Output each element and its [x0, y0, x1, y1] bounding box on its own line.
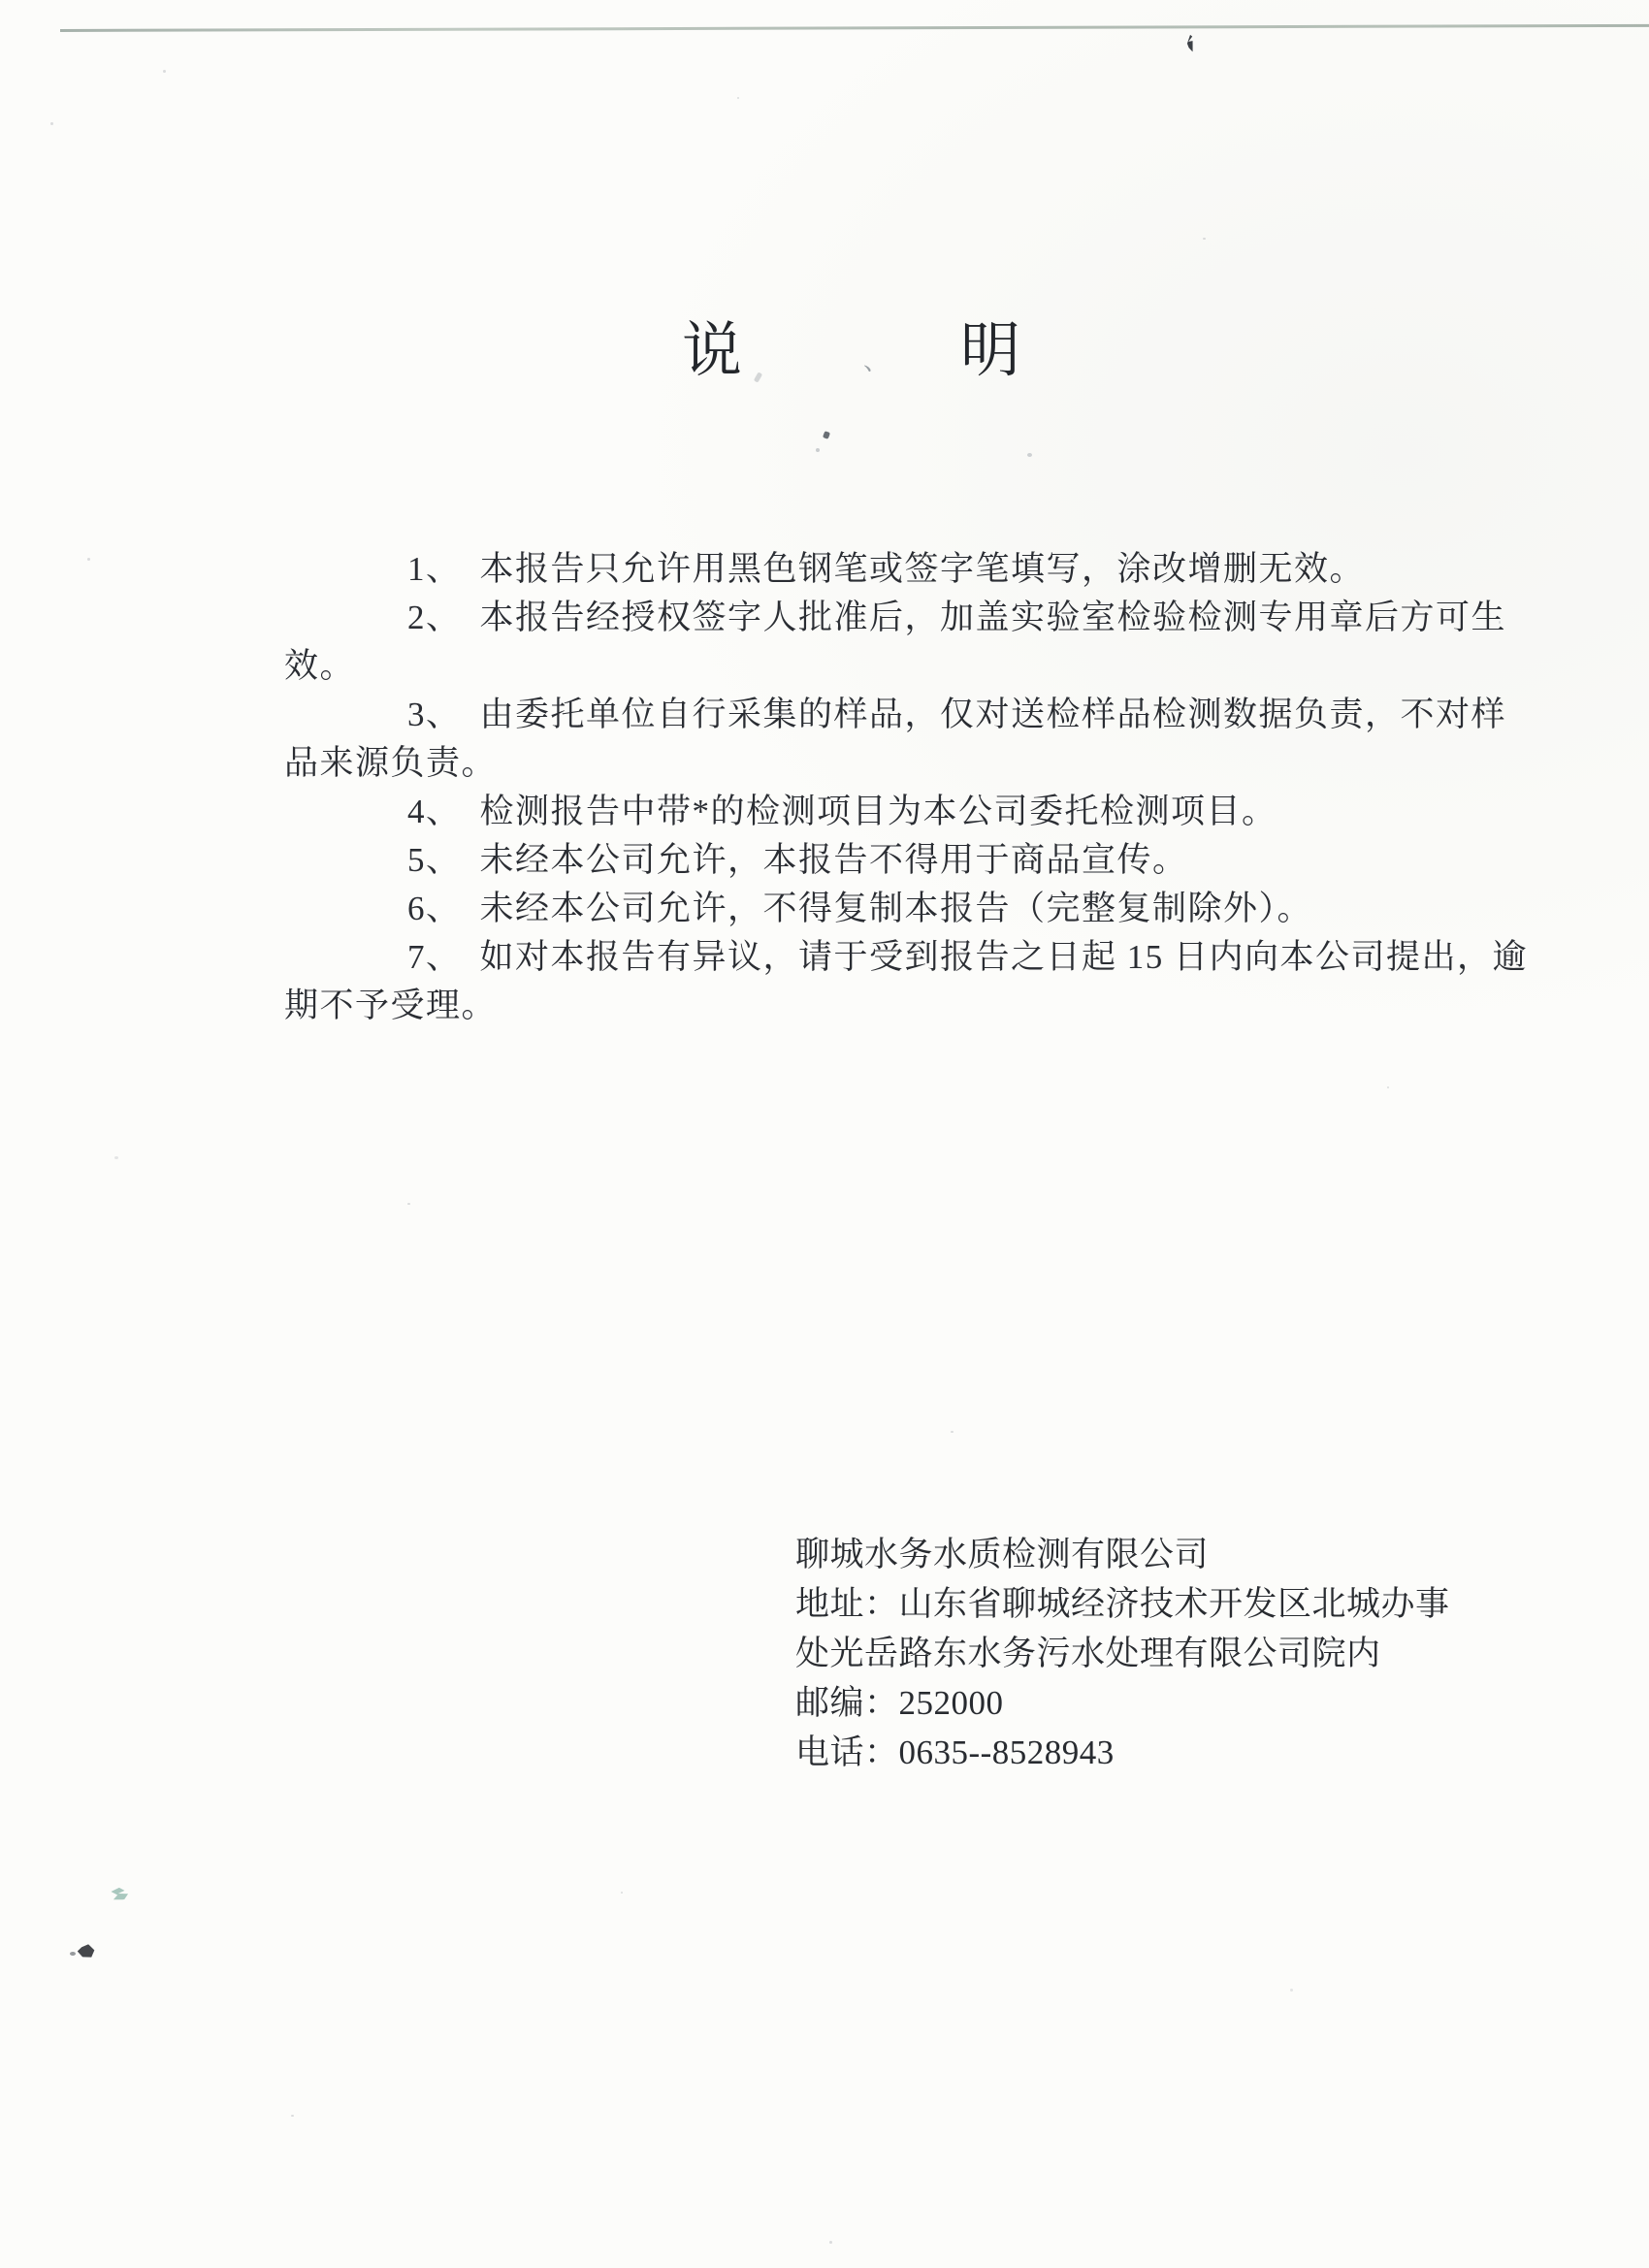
scan-dark-blob-tail	[70, 1952, 76, 1956]
scan-speck	[87, 558, 90, 561]
scan-speck	[823, 431, 830, 439]
scan-mark-top-right	[1184, 34, 1196, 51]
scan-speck	[1290, 1989, 1293, 1992]
scan-speck	[737, 97, 739, 99]
scan-speck	[951, 1431, 954, 1433]
scan-speck	[1027, 453, 1032, 457]
company-address-line-1: 地址：山东省聊城经济技术开发区北城办事	[795, 1585, 1450, 1623]
scan-speck	[621, 1892, 623, 1894]
note-7-line-2: 期不予受理。	[284, 987, 498, 1024]
scan-speck	[1203, 238, 1206, 240]
company-info-block	[795, 1530, 1450, 1777]
scan-speck	[816, 448, 820, 452]
note-3-line-2: 品来源负责。	[284, 744, 498, 782]
note-3-line-1: 3、 由委托单位自行采集的样品，仅对送检样品检测数据负责，不对样	[407, 696, 1507, 733]
note-1: 1、 本报告只允许用黑色钢笔或签字笔填写，涂改增删无效。	[407, 550, 1366, 588]
scan-speck	[1387, 1086, 1389, 1088]
note-2-line-2: 效。	[284, 647, 356, 685]
note-2-line-1: 2、 本报告经授权签字人批准后，加盖实验室检验检测专用章后方可生	[407, 599, 1507, 636]
company-address-line-2: 处光岳路东水务污水处理有限公司院内	[795, 1635, 1381, 1672]
note-5: 5、 未经本公司允许，本报告不得用于商品宣传。	[407, 841, 1188, 879]
scan-edge-line	[60, 24, 1649, 32]
company-postal-code: 邮编：252000	[795, 1684, 1004, 1722]
scan-speck	[291, 2115, 294, 2117]
scan-speck	[163, 70, 166, 73]
scan-speck	[114, 1156, 118, 1159]
notes-list	[284, 545, 1529, 1030]
title-char-shuo: 说	[682, 318, 743, 384]
note-7-line-1: 7、 如对本报告有异议，请于受到报告之日起 15 日内向本公司提出，逾	[407, 938, 1529, 976]
scan-speck	[407, 1203, 410, 1205]
scan-dark-blob	[77, 1943, 96, 1960]
scan-teal-mark	[109, 1886, 130, 1901]
company-phone: 电话：0635--8528943	[795, 1733, 1115, 1771]
scan-speck	[829, 2241, 832, 2244]
note-6: 6、 未经本公司允许，不得复制本报告（完整复制除外）。	[407, 890, 1313, 927]
page-title	[0, 320, 1649, 388]
scan-speck	[50, 122, 53, 125]
title-char-ming: 明	[960, 318, 1021, 384]
company-name: 聊城水务水质检测有限公司	[795, 1536, 1210, 1573]
scan-mark-title-comma: 、	[863, 347, 889, 375]
note-4: 4、 检测报告中带*的检测项目为本公司委托检测项目。	[407, 793, 1277, 830]
